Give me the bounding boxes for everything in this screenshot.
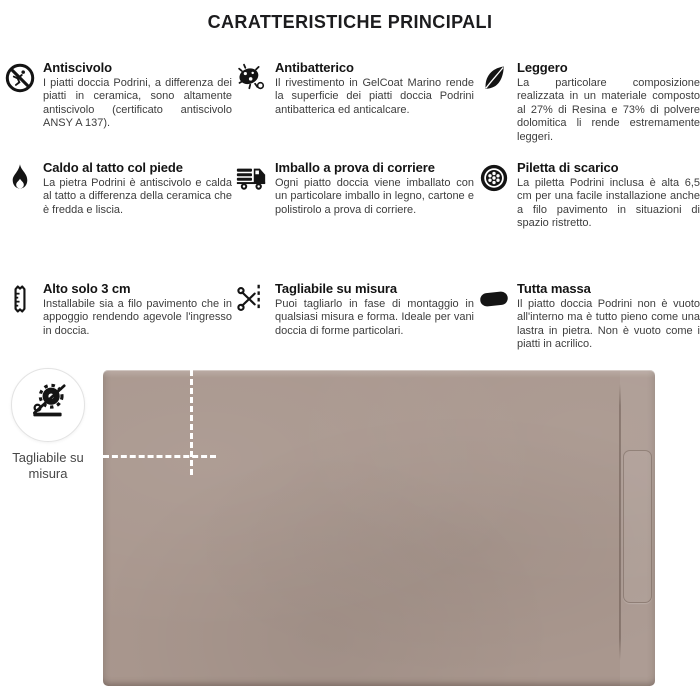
- drain-icon: [478, 161, 510, 195]
- feature-title: Imballo a prova di corriere: [275, 160, 435, 175]
- feature-description: Il rivestimento in GelCoat Marino rende la superficie dei piatti doccia Podrini antibatterica ed anticalcare.: [275, 77, 474, 116]
- feature-title: Caldo al tatto col piede: [43, 160, 183, 175]
- bacteria-icon: [236, 61, 268, 95]
- delivery-truck-icon: [236, 161, 268, 195]
- cut-line-horizontal: [103, 455, 216, 458]
- feature-title: Tutta massa: [517, 281, 591, 296]
- feature-title: Tagliabile su misura: [275, 281, 398, 296]
- ruler-icon: [4, 282, 36, 316]
- scissors-cut-icon: [236, 282, 268, 316]
- no-slip-icon: [4, 61, 36, 95]
- feature-title: Piletta di scarico: [517, 160, 619, 175]
- feature-title: Antibatterico: [275, 60, 354, 75]
- feature-title: Alto solo 3 cm: [43, 281, 131, 296]
- feature-description: Puoi tagliarlo in fase di montaggio in qualsiasi misura e forma. Ideale per vani doccia di forme particolari.: [275, 298, 474, 337]
- feature-caldo-al-tatto: [4, 160, 232, 281]
- flame-icon: [4, 161, 36, 195]
- feature-title: Leggero: [517, 60, 568, 75]
- feature-imballo: [236, 160, 474, 281]
- feature-description: La particolare composizione realizzata in un materiale composto al 27% di Resina e 73% di polvere dolomitica li rende estremamente leggeri.: [517, 77, 700, 143]
- drain-groove: [619, 384, 621, 660]
- feature-tutta-massa: [478, 281, 700, 352]
- circular-saw-icon: [25, 380, 71, 431]
- feature-antiscivolo: [4, 60, 232, 160]
- drain-cover: [623, 450, 652, 603]
- feather-icon: [478, 61, 510, 95]
- feature-grid: [0, 60, 700, 352]
- feature-alto-3cm: [4, 281, 232, 352]
- page-title: CARATTERISTICHE PRINCIPALI: [207, 12, 493, 32]
- product-photo-section: [0, 356, 700, 700]
- feature-leggero: [478, 60, 700, 160]
- feature-description: Il piatto doccia Podrini non è vuoto all'interno ma è tutto pieno come una lastra in pietra. Non è vuoto come i piatti in acrilico.: [517, 298, 700, 351]
- solid-slab-icon: [478, 282, 510, 316]
- feature-antibatterico: [236, 60, 474, 160]
- feature-description: Installabile sia a filo pavimento che in appoggio rendendo agevole l'ingresso in doccia.: [43, 298, 232, 337]
- cut-to-size-badge: [11, 368, 85, 442]
- feature-description: Ogni piatto doccia viene imballato con un particolare imballo in legno, cartone e polistirolo a prova di corriere.: [275, 177, 474, 216]
- cut-line-vertical: [190, 370, 193, 475]
- feature-description: I piatti doccia Podrini, a differenza dei piatti in ceramica, sono altamente antiscivolo (certificato antiscivolo ANSY A 137).: [43, 77, 232, 130]
- feature-title: Antiscivolo: [43, 60, 112, 75]
- shower-tray-photo: [103, 370, 655, 686]
- feature-description: La pietra Podrini è antiscivolo e calda al tatto a differenza della ceramica che è fredda e liscia.: [43, 177, 232, 216]
- feature-tagliabile: [236, 281, 474, 352]
- feature-description: La piletta Podrini inclusa è alta 6,5 cm per una facile installazione anche a filo pavimento in situazioni di spazio ristretto.: [517, 177, 700, 230]
- feature-piletta: [478, 160, 700, 281]
- cut-to-size-badge-label: Tagliabile su misura: [12, 450, 84, 481]
